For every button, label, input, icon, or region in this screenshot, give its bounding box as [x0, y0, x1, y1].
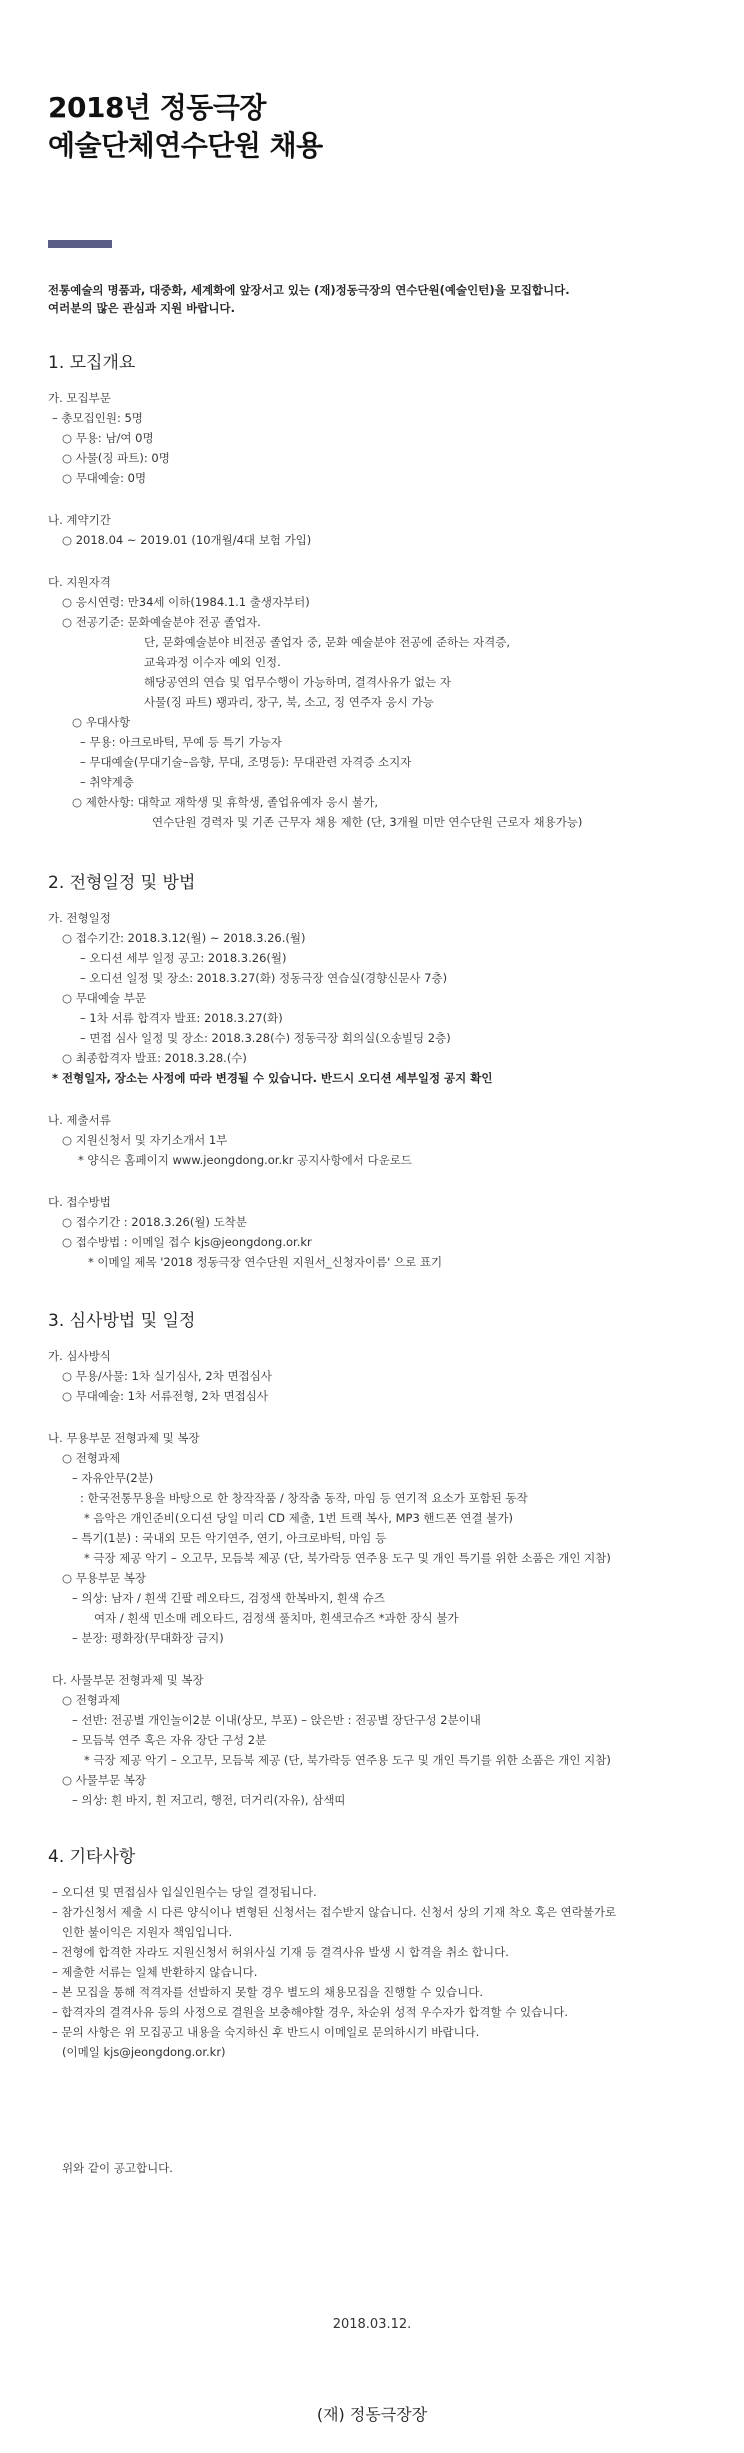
text-line: ○ 무용부문 복장 — [62, 1571, 146, 1585]
text-line: – 무대예술(무대기술–음향, 무대, 조명등): 무대관련 자격증 소지자 — [80, 755, 412, 769]
text-line: 연수단원 경력자 및 기존 근무자 채용 제한 (단, 3개월 미만 연수단원 근로자 채용가능) — [152, 815, 583, 829]
intro-line-1: 전통예술의 명품과, 대중화, 세계화에 앞장서고 있는 (재)정동극장의 연수단원(예술인턴)을 모집합니다. — [48, 283, 570, 297]
text-line: 사물(징 파트) 꽹과리, 장구, 북, 소고, 징 연주자 응시 가능 — [144, 695, 434, 709]
text-line: – 의상: 남자 / 흰색 긴팔 레오타드, 검정색 한복바지, 흰색 슈즈 — [72, 1591, 385, 1605]
subsection-title: 가. 모집부문 — [48, 391, 111, 405]
section-heading-1: 1. 모집개요 — [48, 353, 136, 373]
text-line: – 오디션 세부 일정 공고: 2018.3.26(월) — [80, 951, 287, 965]
text-line: ○ 응시연령: 만34세 이하(1984.1.1 출생자부터) — [62, 595, 310, 609]
text-line: – 본 모집을 통해 적격자를 선발하지 못할 경우 별도의 채용모집을 진행할 수 있습니다. — [52, 1985, 483, 1999]
text-line: ○ 제한사항: 대학교 재학생 및 휴학생, 졸업유예자 응시 불가, — [72, 795, 378, 809]
text-line: – 오디션 및 면접심사 입실인원수는 당일 결정됩니다. — [52, 1885, 317, 1899]
subsection-title: 나. 계약기간 — [48, 513, 111, 527]
text-line: – 오디션 일정 및 장소: 2018.3.27(화) 정동극장 연습실(경향신문사 7층) — [80, 971, 448, 985]
subsection-title: 다. 사물부문 전형과제 및 복장 — [52, 1673, 204, 1687]
accent-bar — [48, 240, 112, 248]
text-line: ○ 접수기간 : 2018.3.26(월) 도착분 — [62, 1215, 247, 1229]
text-line: ○ 2018.04 ~ 2019.01 (10개월/4대 보험 가입) — [62, 533, 312, 547]
text-line: ○ 우대사항 — [72, 715, 131, 729]
text-line: ○ 전형과제 — [62, 1451, 121, 1465]
text-line: – 분장: 평화장(무대화장 금지) — [72, 1631, 224, 1645]
closing-text: 위와 같이 공고합니다. — [62, 2161, 173, 2175]
subsection-title: 다. 접수방법 — [48, 1195, 111, 1209]
text-line: ○ 사물부문 복장 — [62, 1773, 146, 1787]
subsection-title: 가. 심사방식 — [48, 1349, 111, 1363]
text-line: 해당공연의 연습 및 업무수행이 가능하며, 결격사유가 없는 자 — [144, 675, 451, 689]
page-title-line-2: 예술단체연수단원 채용 — [48, 129, 323, 162]
text-line: ○ 접수기간: 2018.3.12(월) ~ 2018.3.26.(월) — [62, 931, 306, 945]
subsection-title: 가. 전형일정 — [48, 911, 111, 925]
text-line: ○ 무용: 남/여 0명 — [62, 431, 154, 445]
notice-date: 2018.03.12. — [332, 2317, 412, 2332]
text-line: 인한 불이익은 지원자 책임입니다. — [62, 1925, 233, 1939]
text-line: ○ 전공기준: 문화예술분야 전공 졸업자. — [62, 615, 261, 629]
text-line: ○ 접수방법 : 이메일 접수 kjs@jeongdong.or.kr — [62, 1235, 312, 1249]
intro-line-2: 여러분의 많은 관심과 지원 바랍니다. — [48, 301, 236, 315]
text-line: ○ 무용/사물: 1차 실기심사, 2차 면접심사 — [62, 1369, 272, 1383]
text-line: 교육과정 이수자 예외 인정. — [144, 655, 281, 669]
text-line: – 무용: 아크로바틱, 무예 등 특기 가능자 — [80, 735, 282, 749]
text-line: ○ 무대예술 부문 — [62, 991, 146, 1005]
text-line: – 문의 사항은 위 모집공고 내용을 숙지하신 후 반드시 이메일로 문의하시기 바랍니다. — [52, 2025, 480, 2039]
text-line: 단, 문화예술분야 비전공 졸업자 중, 문화 예술분야 전공에 준하는 자격증, — [144, 635, 511, 649]
text-line: – 면접 심사 일정 및 장소: 2018.3.28(수) 정동극장 회의실(오송빌딩 2층) — [80, 1031, 451, 1045]
text-line: – 참가신청서 제출 시 다른 양식이나 변형된 신청서는 접수받지 않습니다. 신청서 상의 기재 착오 혹은 연락불가로 — [52, 1905, 617, 1919]
text-line: – 취약계층 — [80, 775, 134, 789]
text-line: ○ 최종합격자 발표: 2018.3.28.(수) — [62, 1051, 247, 1065]
section-heading-2: 2. 전형일정 및 방법 — [48, 873, 196, 893]
subsection-title: 나. 제출서류 — [48, 1113, 111, 1127]
text-line: * 이메일 제목 '2018 정동극장 연수단원 지원서_신청자이름' 으로 표기 — [88, 1255, 443, 1269]
text-line: – 전형에 합격한 자라도 지원신청서 허위사실 기재 등 결격사유 발생 시 합격을 취소 합니다. — [52, 1945, 509, 1959]
text-line: ○ 사물(징 파트): 0명 — [62, 451, 170, 465]
text-line: ○ 전형과제 — [62, 1693, 121, 1707]
text-line: 여자 / 흰색 민소매 레오타드, 검정색 풀치마, 흰색코슈즈 *과한 장식 불가 — [94, 1611, 459, 1625]
subsection-title: 나. 무용부문 전형과제 및 복장 — [48, 1431, 200, 1445]
text-line: – 특기(1분) : 국내외 모든 악기연주, 연기, 아크로바틱, 마임 등 — [72, 1531, 387, 1545]
text-line: (이메일 kjs@jeongdong.or.kr) — [62, 2045, 226, 2059]
text-line: – 합격자의 결격사유 등의 사정으로 결원을 보충해야할 경우, 차순위 성적 우수자가 합격할 수 있습니다. — [52, 2005, 569, 2019]
text-line: – 자유안무(2분) — [72, 1471, 154, 1485]
text-line: – 모듬북 연주 혹은 자유 장단 구성 2분 — [72, 1733, 267, 1747]
text-line: * 극장 제공 악기 – 오고무, 모듬북 제공 (단, 북가락등 연주용 도구 및 개인 특기를 위한 소품은 개인 지참) — [84, 1551, 611, 1565]
text-line: ○ 지원신청서 및 자기소개서 1부 — [62, 1133, 228, 1147]
section-heading-4: 4. 기타사항 — [48, 1847, 136, 1867]
text-line: – 선반: 전공별 개인놀이2분 이내(상모, 부포) – 앉은반 : 전공별 장단구성 2분이내 — [72, 1713, 481, 1727]
text-line: – 1차 서류 합격자 발표: 2018.3.27(화) — [80, 1011, 283, 1025]
page-title-line-1: 2018년 정동극장 — [48, 91, 266, 124]
text-line: ○ 무대예술: 1차 서류전형, 2차 면접심사 — [62, 1389, 268, 1403]
text-line: – 의상: 흰 바지, 흰 저고리, 행전, 더거리(자유), 삼색띠 — [72, 1793, 346, 1807]
notice-line: * 전형일자, 장소는 사정에 따라 변경될 수 있습니다. 반드시 오디션 세부일정 공지 확인 — [52, 1071, 493, 1085]
text-line: * 극장 제공 악기 – 오고무, 모듬북 제공 (단, 북가락등 연주용 도구 및 개인 특기를 위한 소품은 개인 지참) — [84, 1753, 611, 1767]
subsection-title: 다. 지원자격 — [48, 575, 111, 589]
text-line: ○ 무대예술: 0명 — [62, 471, 147, 485]
text-line: – 제출한 서류는 일체 반환하지 않습니다. — [52, 1965, 258, 1979]
text-line: * 양식은 홈페이지 www.jeongdong.or.kr 공지사항에서 다운로드 — [78, 1153, 412, 1167]
section-heading-3: 3. 심사방법 및 일정 — [48, 1311, 196, 1331]
text-line: : 한국전통무용을 바탕으로 한 창작작품 / 창작춤 동작, 마임 등 연기적 요소가 포함된 동작 — [80, 1491, 528, 1505]
text-line: – 총모집인원: 5명 — [52, 411, 143, 425]
signature: (재) 정동극장장 — [316, 2405, 428, 2424]
text-line: * 음악은 개인준비(오디션 당일 미리 CD 제출, 1번 트랙 복사, MP3 핸드폰 연결 불가) — [84, 1511, 513, 1525]
